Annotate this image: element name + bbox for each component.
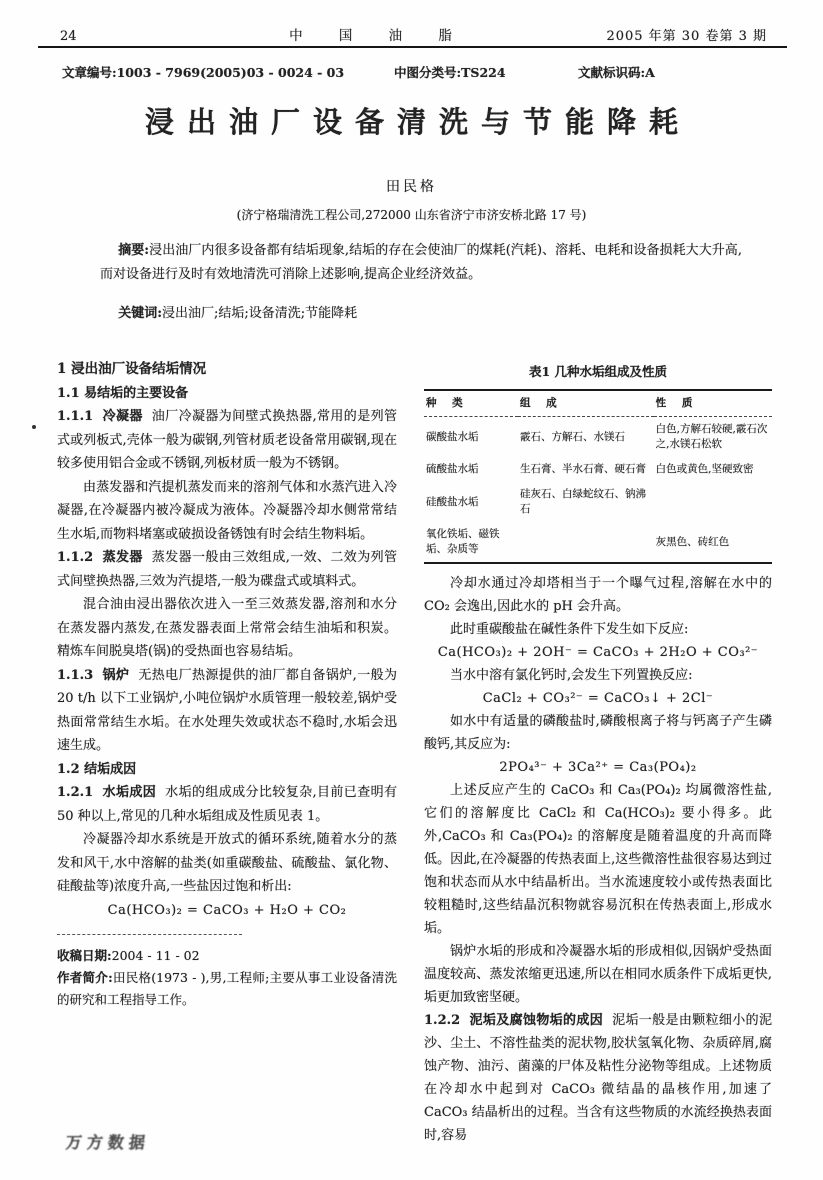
paragraph-1-2-1-number: 1.2.1 [57, 785, 94, 800]
footnote-divider [57, 934, 242, 935]
article-title: 浸出油厂设备清洗与节能降耗 [144, 105, 691, 139]
table-cell-type: 碳酸盐水垢 [426, 430, 479, 443]
table-1-caption: 表1 几种水垢组成及性质 [528, 364, 668, 379]
keywords-text: 浸出油厂;结垢;设备清洗;节能降耗 [162, 306, 358, 321]
table-cell-type: 硅酸盐水垢 [426, 495, 479, 508]
author-name: 田民格 [386, 179, 437, 195]
paragraph-evaporator-scale: 混合油由浸出器依次进入一至三效蒸发器,溶剂和水分在蒸发器内蒸发,在蒸发器表面上常常会结生油垢和积炭。精炼车间脱臭塔(锅)的受热面也容易结垢。 [57, 597, 397, 659]
page-header [60, 24, 767, 44]
table-row [424, 417, 772, 458]
table-cell-type: 氧化铁垢、磁铁垢、杂质等 [426, 528, 500, 555]
paragraph-1-1-1-term: 冷凝器 [102, 409, 143, 424]
table-header-row [424, 390, 772, 417]
paragraph-phosphate-reaction-intro: 如水中有适量的磷酸盐时,磷酸根离子将与钙离子产生磷酸钙,其反应为: [424, 714, 772, 752]
right-column [424, 358, 772, 1147]
table-header-property: 性 质 [654, 390, 772, 417]
paragraph-1-1-2-number: 1.1.2 [57, 550, 94, 565]
table-row [424, 457, 772, 482]
paragraph-1-2-1 [57, 781, 397, 828]
author-bio-line [57, 967, 397, 1011]
paragraph-1-1-3-number: 1.1.3 [57, 667, 94, 683]
paragraph-1-2-2-number: 1.2.2 [424, 1013, 461, 1028]
table-1-block [424, 360, 772, 564]
wanfang-data-watermark: 万方数据 [64, 1133, 151, 1152]
left-column [57, 358, 397, 1011]
paragraph-alkaline-reaction-intro: 此时重碳酸盐在碱性条件下发生如下反应: [450, 622, 689, 637]
paragraph-1-1-2 [57, 546, 397, 593]
paragraph-1-2-2 [424, 1009, 772, 1147]
paragraph-1-2-1-term: 水垢成因 [102, 785, 157, 800]
table-cell-property: 白色或黄色,坚硬致密 [655, 463, 754, 475]
paragraph-1-1-1-number: 1.1.1 [57, 409, 94, 424]
article-number: 文章编号:1003 - 7969(2005)03 - 0024 - 03 [62, 65, 345, 80]
table-1-scale-types [424, 389, 772, 564]
paragraph-1-1-1 [57, 405, 397, 476]
table-cell-composition: 生石膏、半水石膏、硬石膏 [519, 463, 646, 475]
author-bio-value: 田民格(1973 - ),男,工程师;主要从事工业设备清洗的研究和工程指导工作。 [57, 970, 397, 1007]
table-header-composition: 组 成 [518, 390, 654, 417]
table-row [424, 522, 772, 563]
abstract-label: 摘要: [118, 243, 150, 258]
table-cell-composition [518, 522, 654, 563]
paragraph-1-1-1-text: 油厂冷凝器为间壁式换热器,常用的是列管式或列板式,壳体一般为碳钢,列管材质老设备常用碳钢,现在较多使用铝合金或不锈钢,列板材质一般为不锈钢。 [57, 409, 397, 471]
keywords-line [100, 302, 742, 321]
received-date-value: 2004 - 11 - 02 [111, 948, 200, 963]
paragraph-chloride-reaction-intro: 当水中溶有氯化钙时,会发生下列置换反应: [450, 668, 693, 683]
abstract-paragraph [100, 239, 742, 287]
paragraph-condenser-scale: 由蒸发器和汽提机蒸发而来的溶剂气体和水蒸汽进入冷凝器,在冷凝器内被冷凝成为液体。冷凝器冷却水侧常常结生水垢,而物料堵塞或破损设备锈蚀有时会结生物料垢。 [57, 479, 397, 542]
journal-name: 中 国 油 脂 [289, 28, 468, 44]
abstract-text: 浸出油厂内很多设备都有结垢现象,结垢的存在会使油厂的煤耗(汽耗)、溶耗、电耗和设备损耗大大升高,而对设备进行及时有效地清洗可消除上述影响,提高企业经济效益。 [100, 243, 742, 282]
paragraph-1-1-2-text: 蒸发器一般由三效组成,一效、二效为列管式间壁换热器,三效为汽提塔,一般为碟盘式或填料式。 [57, 550, 397, 589]
table-cell-type: 硫酸盐水垢 [426, 463, 479, 475]
header-rule [38, 46, 787, 48]
section-heading-1: 1 浸出油厂设备结垢情况 [57, 361, 207, 377]
chemical-formula-chloride-reaction: CaCl₂ + CO₃²⁻ = CaCO₃↓ + 2Cl⁻ [482, 691, 714, 706]
table-cell-property [654, 482, 772, 522]
paragraph-cooling-water-system: 冷凝器冷却水系统是开放式的循环系统,随着水分的蒸发和风干,水中溶解的盐类(如重碳酸盐、硫酸盐、氯化物、硅酸盐等)浓度升高,一些盐因过饱和析出: [57, 832, 397, 894]
received-date-line [57, 945, 397, 967]
table-cell-property: 灰黑色、砖红色 [655, 535, 730, 548]
paragraph-solubility-discussion: 上述反应产生的 CaCO₃ 和 Ca₃(PO₄)₂ 均属微溶性盐,它们的溶解度比 CaCl₂ 和 Ca(HCO₃)₂ 要小得多。此外,CaCO₃ 和 Ca₃(PO₄)₂ 的溶解度是随着温度的升高而降低。因此,在冷凝器的传热表面上,这些微溶性盐很容易达到过饱和状态而从水中结晶析出。当水流速度较小或传热表面比较粗糙时,这些结晶沉积物就容易沉积在传热表面上,形成水垢。 [424, 783, 772, 936]
document-code: 文献标识码:A [578, 65, 655, 80]
table-cell-property: 白色,方解石较硬,霰石次之,水镁石松软 [655, 423, 768, 450]
clc-number: 中图分类号:TS224 [394, 65, 506, 80]
chemical-formula-bicarbonate-decomposition: Ca(HCO₃)₂ = CaCO₃ + H₂O + CO₂ [107, 902, 347, 918]
paragraph-1-2-1-text: 水垢的组成成分比较复杂,目前已查明有 50 种以上,常见的几种水垢组成及性质见表 1。 [57, 785, 397, 824]
paragraph-1-2-2-text: 泥垢一般是由颗粒细小的泥沙、尘土、不溶性盐类的泥状物,胶状氢氧化物、杂质碎屑,腐蚀产物、油污、菌藻的尸体及粘性分泌物等组成。上述物质在冷却水中起到对 CaCO₃ 微结晶的晶核作用,加速了 CaCO₃ 结晶析出的过程。当含有这些物质的水流经换热表面时,容易 [424, 1013, 772, 1143]
scan-artifact-dot [32, 425, 36, 429]
paragraph-1-1-2-term: 蒸发器 [102, 550, 143, 565]
page-number: 24 [60, 29, 77, 44]
table-header-type: 种 类 [424, 390, 518, 417]
paragraph-boiler-scale-formation: 锅炉水垢的形成和冷凝器水垢的形成相似,因锅炉受热面温度较高、蒸发浓缩更迅速,所以在相同水质条件下成垢更快,垢更加致密坚硬。 [424, 944, 772, 1005]
issue-info: 2005 年第 30 卷第 3 期 [606, 29, 767, 44]
paragraph-aeration: 冷却水通过冷却塔相当于一个曝气过程,溶解在水中的 CO₂ 会逸出,因此水的 pH 会升高。 [424, 576, 772, 614]
subsection-heading-1-2: 1.2 结垢成因 [57, 761, 137, 777]
chemical-formula-phosphate-reaction: 2PO₄³⁻ + 3Ca²⁺ = Ca₃(PO₄)₂ [499, 760, 697, 775]
paragraph-1-1-3-text: 无热电厂热源提供的油厂都自备锅炉,一般为 20 t/h 以下工业锅炉,小吨位锅炉水质管理一般较差,锅炉受热面常常结生水垢。在水处理失效或状态不稳时,水垢会迅速生成。 [57, 667, 397, 753]
subsection-heading-1-1: 1.1 易结垢的主要设备 [57, 385, 189, 401]
received-date-label: 收稿日期: [57, 948, 112, 963]
paragraph-1-1-3-term: 锅炉 [102, 667, 130, 683]
keywords-label: 关键词: [118, 306, 162, 321]
table-row [424, 482, 772, 522]
author-bio-label: 作者简介: [57, 970, 113, 985]
chemical-formula-alkaline-reaction: Ca(HCO₃)₂ + 2OH⁻ = CaCO₃ + 2H₂O + CO₃²⁻ [437, 645, 759, 660]
paragraph-1-1-3 [57, 664, 397, 758]
table-cell-composition: 霰石、方解石、水镁石 [519, 430, 625, 443]
author-affiliation: (济宁格瑞清洗工程公司,272000 山东省济宁市济安桥北路 17 号) [236, 208, 587, 222]
table-cell-composition: 硅灰石、白绿蛇纹石、钠沸石 [519, 488, 646, 515]
footnote-block [57, 945, 397, 1011]
paragraph-1-2-2-term: 泥垢及腐蚀物垢的成因 [469, 1013, 604, 1028]
